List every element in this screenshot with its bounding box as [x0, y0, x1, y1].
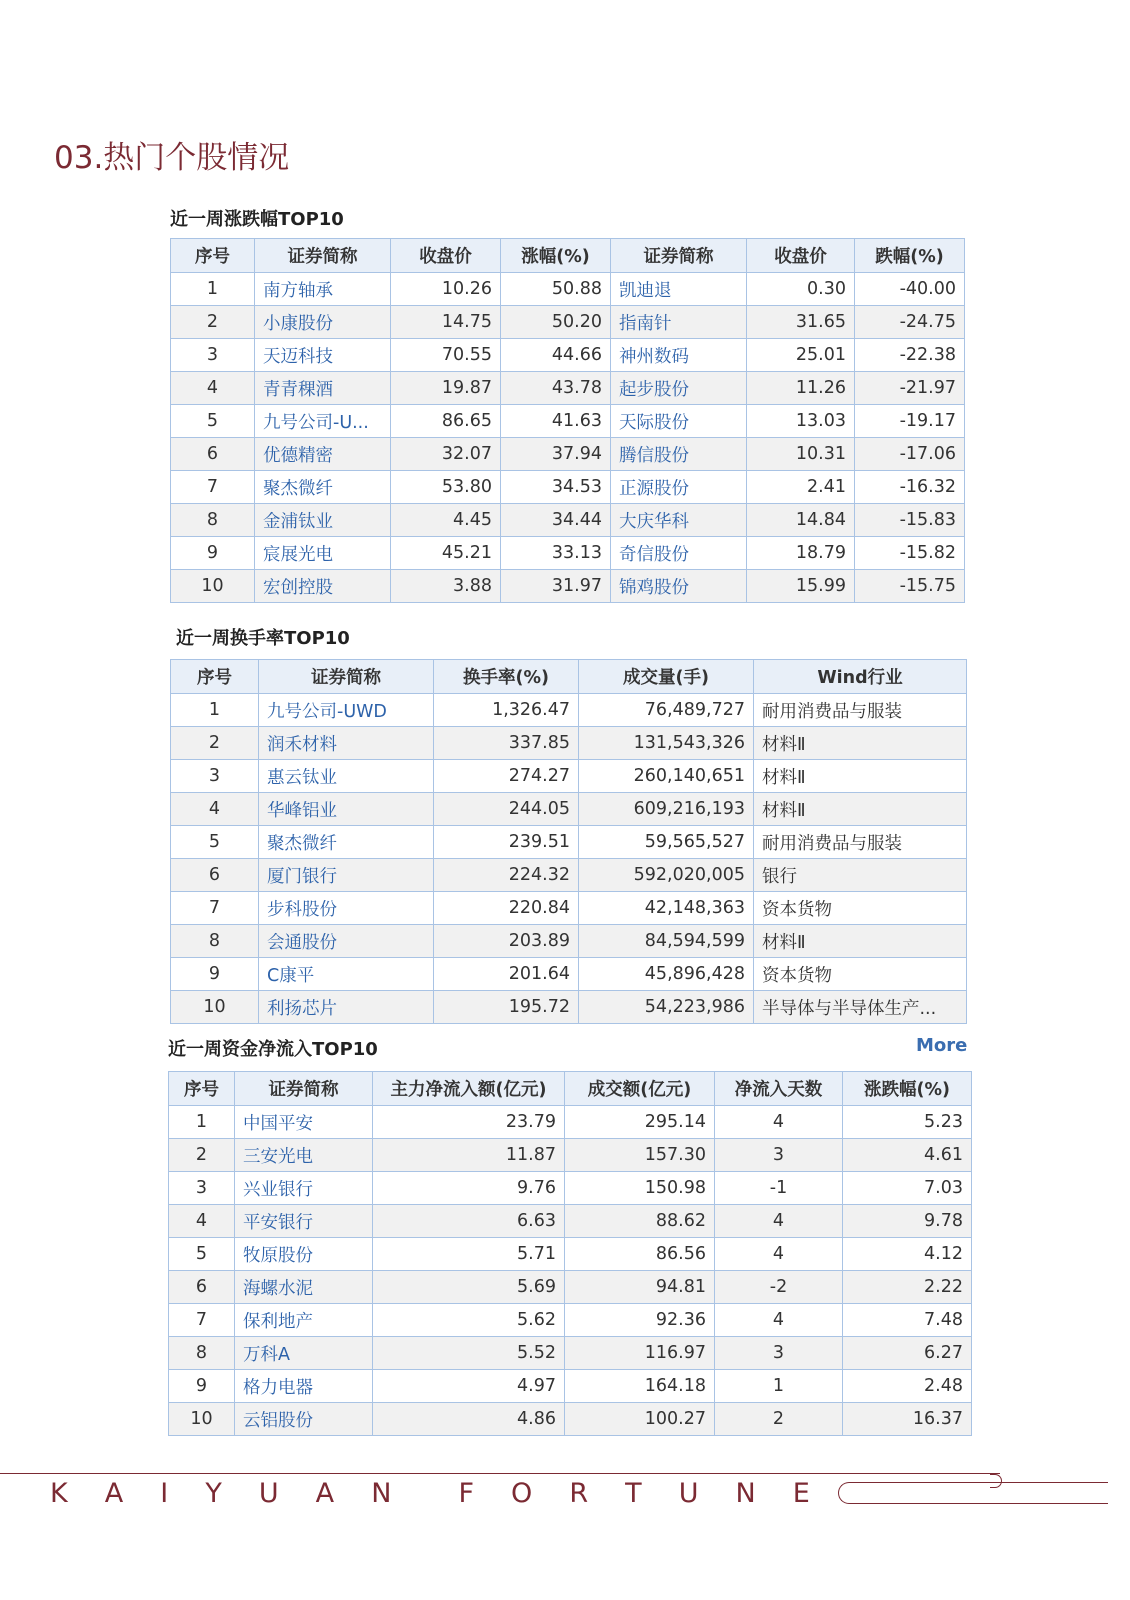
brand-letter: R [569, 1478, 589, 1509]
table-cell: 42,148,363 [579, 892, 754, 925]
table-cell: 295.14 [565, 1106, 715, 1139]
table-cell: 11.87 [373, 1139, 565, 1172]
table-cell: 6.63 [373, 1205, 565, 1238]
stock-name-link[interactable]: 南方轴承 [255, 273, 391, 306]
table-row[interactable] [169, 1139, 972, 1172]
table-cell: 3 [715, 1337, 843, 1370]
table-cell: 8 [171, 504, 255, 537]
table-cell: 15.99 [747, 570, 855, 603]
table-cell: 13.03 [747, 405, 855, 438]
stock-name-link[interactable]: 优德精密 [255, 438, 391, 471]
table-row[interactable] [171, 694, 967, 727]
brand-letter: E [792, 1478, 810, 1509]
table-cell: 0.30 [747, 273, 855, 306]
stock-name-link[interactable]: 云铝股份 [235, 1403, 373, 1436]
col-header-inflow-days[interactable]: 净流入天数 [715, 1072, 843, 1106]
table-row[interactable] [169, 1238, 972, 1271]
more-link[interactable]: More [916, 1035, 968, 1056]
stock-name-link[interactable]: 中国平安 [235, 1106, 373, 1139]
table-cell: 54,223,986 [579, 991, 754, 1024]
table-cell: 5.62 [373, 1304, 565, 1337]
stock-name-link[interactable]: 兴业银行 [235, 1172, 373, 1205]
table-cell: 10 [169, 1403, 235, 1436]
brand-letter: I [160, 1478, 169, 1509]
table-cell: 9 [171, 958, 259, 991]
table-cell: 4 [715, 1238, 843, 1271]
table-cell: 116.97 [565, 1337, 715, 1370]
table-cell: 131,543,326 [579, 727, 754, 760]
footer-pill-decoration [838, 1482, 1108, 1504]
brand-letter: Y [205, 1478, 222, 1509]
table-cell: 157.30 [565, 1139, 715, 1172]
brand-letter: U [678, 1478, 699, 1509]
table-cell: 2 [171, 727, 259, 760]
table-cell: 164.18 [565, 1370, 715, 1403]
table-cell: 耐用消费品与服装 [754, 826, 967, 859]
col-header-loser-name[interactable]: 证券简称 [611, 239, 747, 273]
brand-letter: T [625, 1478, 642, 1509]
table-cell: -22.38 [855, 339, 965, 372]
table-cell: 14.84 [747, 504, 855, 537]
stock-name-link[interactable]: 格力电器 [235, 1370, 373, 1403]
stock-name-link[interactable]: 步科股份 [259, 892, 434, 925]
stock-name-link[interactable]: 腾信股份 [611, 438, 747, 471]
table-row[interactable] [171, 760, 967, 793]
table-cell: 材料Ⅱ [754, 760, 967, 793]
table-row[interactable] [169, 1106, 972, 1139]
table-cell: 4 [715, 1106, 843, 1139]
stock-name-link[interactable]: 天迈科技 [255, 339, 391, 372]
table-cell: 44.66 [501, 339, 611, 372]
table-cell: 9.78 [843, 1205, 972, 1238]
table-cell: -24.75 [855, 306, 965, 339]
brand-letter: N [735, 1478, 756, 1509]
table-cell: 33.13 [501, 537, 611, 570]
table-cell: 6 [171, 438, 255, 471]
table-cell: -2 [715, 1271, 843, 1304]
table-cell: 6.27 [843, 1337, 972, 1370]
table-cell: 34.53 [501, 471, 611, 504]
gainers-losers-table [170, 238, 965, 603]
stock-name-link[interactable]: 惠云钛业 [259, 760, 434, 793]
table-row[interactable] [169, 1304, 972, 1337]
stock-name-link[interactable]: 万科A [235, 1337, 373, 1370]
table-cell: 3.88 [391, 570, 501, 603]
table-row[interactable] [171, 306, 965, 339]
col-header-gainer-name[interactable]: 证券简称 [255, 239, 391, 273]
table-row[interactable] [171, 859, 967, 892]
table-cell: -19.17 [855, 405, 965, 438]
stock-name-link[interactable]: 天际股份 [611, 405, 747, 438]
stock-name-link[interactable]: 青青稞酒 [255, 372, 391, 405]
table-cell: 4.12 [843, 1238, 972, 1271]
stock-name-link[interactable]: 宸展光电 [255, 537, 391, 570]
table-cell: 31.65 [747, 306, 855, 339]
table-cell: 1 [171, 694, 259, 727]
footer-brand [50, 1478, 810, 1509]
table-cell: 76,489,727 [579, 694, 754, 727]
table-row[interactable] [171, 826, 967, 859]
brand-letter: U [258, 1478, 279, 1509]
table-cell: 3 [171, 760, 259, 793]
table-row[interactable] [171, 925, 967, 958]
table-cell: 45,896,428 [579, 958, 754, 991]
stock-name-link[interactable]: 金浦钛业 [255, 504, 391, 537]
table-row[interactable] [171, 372, 965, 405]
table-cell: 9 [169, 1370, 235, 1403]
table-row[interactable] [171, 727, 967, 760]
table-cell: 203.89 [434, 925, 579, 958]
table-cell: 9 [171, 537, 255, 570]
table-cell: 16.37 [843, 1403, 972, 1436]
table-cell: 239.51 [434, 826, 579, 859]
table-cell: 50.20 [501, 306, 611, 339]
table-cell: 4 [169, 1205, 235, 1238]
table-cell: 88.62 [565, 1205, 715, 1238]
table-cell: 337.85 [434, 727, 579, 760]
col-header-loser-close[interactable]: 收盘价 [747, 239, 855, 273]
table-cell: 资本货物 [754, 892, 967, 925]
table-cell: 195.72 [434, 991, 579, 1024]
table-cell: 43.78 [501, 372, 611, 405]
table-row[interactable] [171, 273, 965, 306]
table-cell: 5 [169, 1238, 235, 1271]
stock-name-link[interactable]: 指南针 [611, 306, 747, 339]
table-cell: 94.81 [565, 1271, 715, 1304]
stock-name-link[interactable]: 利扬芯片 [259, 991, 434, 1024]
table-cell: 1,326.47 [434, 694, 579, 727]
table-cell: 2.22 [843, 1271, 972, 1304]
table-row[interactable] [171, 570, 965, 603]
col-header-rank[interactable]: 序号 [171, 239, 255, 273]
table-cell: 7.03 [843, 1172, 972, 1205]
table-cell: 18.79 [747, 537, 855, 570]
table-cell: 53.80 [391, 471, 501, 504]
table-cell: 11.26 [747, 372, 855, 405]
stock-name-link[interactable]: 神州数码 [611, 339, 747, 372]
table-cell: 2.48 [843, 1370, 972, 1403]
table-cell: 材料Ⅱ [754, 727, 967, 760]
stock-name-link[interactable]: 平安银行 [235, 1205, 373, 1238]
table-row[interactable] [171, 892, 967, 925]
table-cell: 10 [171, 991, 259, 1024]
gainers-losers-title: 近一周涨跌幅TOP10 [170, 209, 344, 230]
stock-name-link[interactable]: 会通股份 [259, 925, 434, 958]
table-cell: 4 [715, 1205, 843, 1238]
table-cell: 1 [715, 1370, 843, 1403]
table-cell: 23.79 [373, 1106, 565, 1139]
net-inflow-table [168, 1071, 972, 1436]
table-cell: 84,594,599 [579, 925, 754, 958]
table-cell: 2 [715, 1403, 843, 1436]
table-row[interactable] [171, 991, 967, 1024]
table-cell: -21.97 [855, 372, 965, 405]
col-header-wind-industry[interactable]: Wind行业 [754, 660, 967, 694]
col-header-turnover-rate[interactable]: 换手率(%) [434, 660, 579, 694]
table-cell: 34.44 [501, 504, 611, 537]
table-cell: 260,140,651 [579, 760, 754, 793]
stock-name-link[interactable]: 华峰铝业 [259, 793, 434, 826]
stock-name-link[interactable]: 海螺水泥 [235, 1271, 373, 1304]
table-cell: 4.86 [373, 1403, 565, 1436]
table-cell: 8 [169, 1337, 235, 1370]
table-cell: -15.83 [855, 504, 965, 537]
table-header-row [171, 239, 965, 273]
table-cell: 3 [715, 1139, 843, 1172]
table-cell: -15.82 [855, 537, 965, 570]
table-cell: 86.56 [565, 1238, 715, 1271]
table-cell: 41.63 [501, 405, 611, 438]
table-row[interactable] [169, 1271, 972, 1304]
col-header-gainer-close[interactable]: 收盘价 [391, 239, 501, 273]
table-cell: 244.05 [434, 793, 579, 826]
brand-letter: O [511, 1478, 533, 1509]
table-cell: 5.71 [373, 1238, 565, 1271]
table-cell: 50.88 [501, 273, 611, 306]
table-cell: 10 [171, 570, 255, 603]
table-cell: 220.84 [434, 892, 579, 925]
table-cell: 耐用消费品与服装 [754, 694, 967, 727]
table-cell: 6 [169, 1271, 235, 1304]
table-cell: 半导体与半导体生产... [754, 991, 967, 1024]
table-cell: 2.41 [747, 471, 855, 504]
table-cell: 9.76 [373, 1172, 565, 1205]
net-inflow-title: 近一周资金净流入TOP10 [168, 1039, 378, 1060]
table-cell: 19.87 [391, 372, 501, 405]
table-cell: 14.75 [391, 306, 501, 339]
table-cell: 10.26 [391, 273, 501, 306]
table-cell: 45.21 [391, 537, 501, 570]
table-row[interactable] [171, 339, 965, 372]
table-cell: 150.98 [565, 1172, 715, 1205]
table-cell: 银行 [754, 859, 967, 892]
table-cell: 3 [171, 339, 255, 372]
turnover-title: 近一周换手率TOP10 [176, 628, 350, 649]
table-cell: 材料Ⅱ [754, 793, 967, 826]
stock-name-link[interactable]: 九号公司-UWD [259, 694, 434, 727]
col-header-main-net-inflow[interactable]: 主力净流入额(亿元) [373, 1072, 565, 1106]
table-row[interactable] [171, 438, 965, 471]
table-row[interactable] [171, 537, 965, 570]
table-cell: -15.75 [855, 570, 965, 603]
table-cell: 4 [171, 793, 259, 826]
table-cell: 资本货物 [754, 958, 967, 991]
table-cell: 7.48 [843, 1304, 972, 1337]
table-cell: 25.01 [747, 339, 855, 372]
stock-name-link[interactable]: 小康股份 [255, 306, 391, 339]
brand-letter: F [458, 1478, 474, 1509]
table-row[interactable] [169, 1337, 972, 1370]
table-cell: 31.97 [501, 570, 611, 603]
table-cell: 609,216,193 [579, 793, 754, 826]
table-row[interactable] [171, 504, 965, 537]
col-header-name[interactable]: 证券简称 [259, 660, 434, 694]
table-cell: -16.32 [855, 471, 965, 504]
table-row[interactable] [171, 405, 965, 438]
stock-name-link[interactable]: 正源股份 [611, 471, 747, 504]
table-cell: 5 [171, 405, 255, 438]
table-cell: 4.97 [373, 1370, 565, 1403]
col-header-volume[interactable]: 成交量(手) [579, 660, 754, 694]
table-cell: 37.94 [501, 438, 611, 471]
table-row[interactable] [169, 1370, 972, 1403]
table-cell: 1 [171, 273, 255, 306]
table-row[interactable] [169, 1205, 972, 1238]
brand-letter: A [104, 1478, 124, 1509]
table-cell: 92.36 [565, 1304, 715, 1337]
brand-letter: A [315, 1478, 335, 1509]
brand-letter: K [50, 1478, 68, 1509]
table-cell: 86.65 [391, 405, 501, 438]
turnover-table [170, 659, 967, 1024]
stock-name-link[interactable]: 凯迪退 [611, 273, 747, 306]
table-cell: 1 [169, 1106, 235, 1139]
table-cell: 2 [169, 1139, 235, 1172]
table-row[interactable] [169, 1403, 972, 1436]
col-header-name[interactable]: 证券简称 [235, 1072, 373, 1106]
stock-name-link[interactable]: 聚杰微纤 [255, 471, 391, 504]
stock-name-link[interactable]: 宏创控股 [255, 570, 391, 603]
table-cell: -1 [715, 1172, 843, 1205]
stock-name-link[interactable]: 聚杰微纤 [259, 826, 434, 859]
table-cell: 224.32 [434, 859, 579, 892]
table-cell: 32.07 [391, 438, 501, 471]
section-title: 03.热门个股情况 [54, 140, 290, 176]
table-cell: 6 [171, 859, 259, 892]
table-row[interactable] [169, 1172, 972, 1205]
col-header-rank[interactable]: 序号 [171, 660, 259, 694]
stock-name-link[interactable]: C康平 [259, 958, 434, 991]
stock-name-link[interactable]: 大庆华科 [611, 504, 747, 537]
table-cell: 4 [715, 1304, 843, 1337]
table-cell: 4.61 [843, 1139, 972, 1172]
stock-name-link[interactable]: 保利地产 [235, 1304, 373, 1337]
stock-name-link[interactable]: 牧原股份 [235, 1238, 373, 1271]
table-cell: 10.31 [747, 438, 855, 471]
brand-letter: N [371, 1478, 392, 1509]
col-header-gain-pct[interactable]: 涨幅(%) [501, 239, 611, 273]
table-cell: 8 [171, 925, 259, 958]
table-cell: 592,020,005 [579, 859, 754, 892]
table-cell: -17.06 [855, 438, 965, 471]
table-cell: 5.69 [373, 1271, 565, 1304]
table-cell: -40.00 [855, 273, 965, 306]
stock-name-link[interactable]: 厦门银行 [259, 859, 434, 892]
table-cell: 201.64 [434, 958, 579, 991]
table-row[interactable] [171, 471, 965, 504]
table-row[interactable] [171, 958, 967, 991]
col-header-change-pct[interactable]: 涨跌幅(%) [843, 1072, 972, 1106]
col-header-rank[interactable]: 序号 [169, 1072, 235, 1106]
stock-name-link[interactable]: 三安光电 [235, 1139, 373, 1172]
table-cell: 5 [171, 826, 259, 859]
col-header-turnover-amount[interactable]: 成交额(亿元) [565, 1072, 715, 1106]
table-cell: 7 [169, 1304, 235, 1337]
table-cell: 59,565,527 [579, 826, 754, 859]
table-cell: 100.27 [565, 1403, 715, 1436]
table-cell: 3 [169, 1172, 235, 1205]
table-cell: 5.23 [843, 1106, 972, 1139]
col-header-loss-pct[interactable]: 跌幅(%) [855, 239, 965, 273]
table-cell: 70.55 [391, 339, 501, 372]
footer-rule [0, 1473, 1000, 1474]
table-cell: 材料Ⅱ [754, 925, 967, 958]
table-cell: 7 [171, 471, 255, 504]
stock-name-link[interactable]: 九号公司-U... [255, 405, 391, 438]
stock-name-link[interactable]: 润禾材料 [259, 727, 434, 760]
stock-name-link[interactable]: 奇信股份 [611, 537, 747, 570]
stock-name-link[interactable]: 锦鸡股份 [611, 570, 747, 603]
stock-name-link[interactable]: 起步股份 [611, 372, 747, 405]
table-cell: 4 [171, 372, 255, 405]
table-cell: 5.52 [373, 1337, 565, 1370]
table-cell: 7 [171, 892, 259, 925]
table-cell: 2 [171, 306, 255, 339]
table-header-row [171, 660, 967, 694]
table-cell: 274.27 [434, 760, 579, 793]
table-row[interactable] [171, 793, 967, 826]
table-cell: 4.45 [391, 504, 501, 537]
table-header-row [169, 1072, 972, 1106]
